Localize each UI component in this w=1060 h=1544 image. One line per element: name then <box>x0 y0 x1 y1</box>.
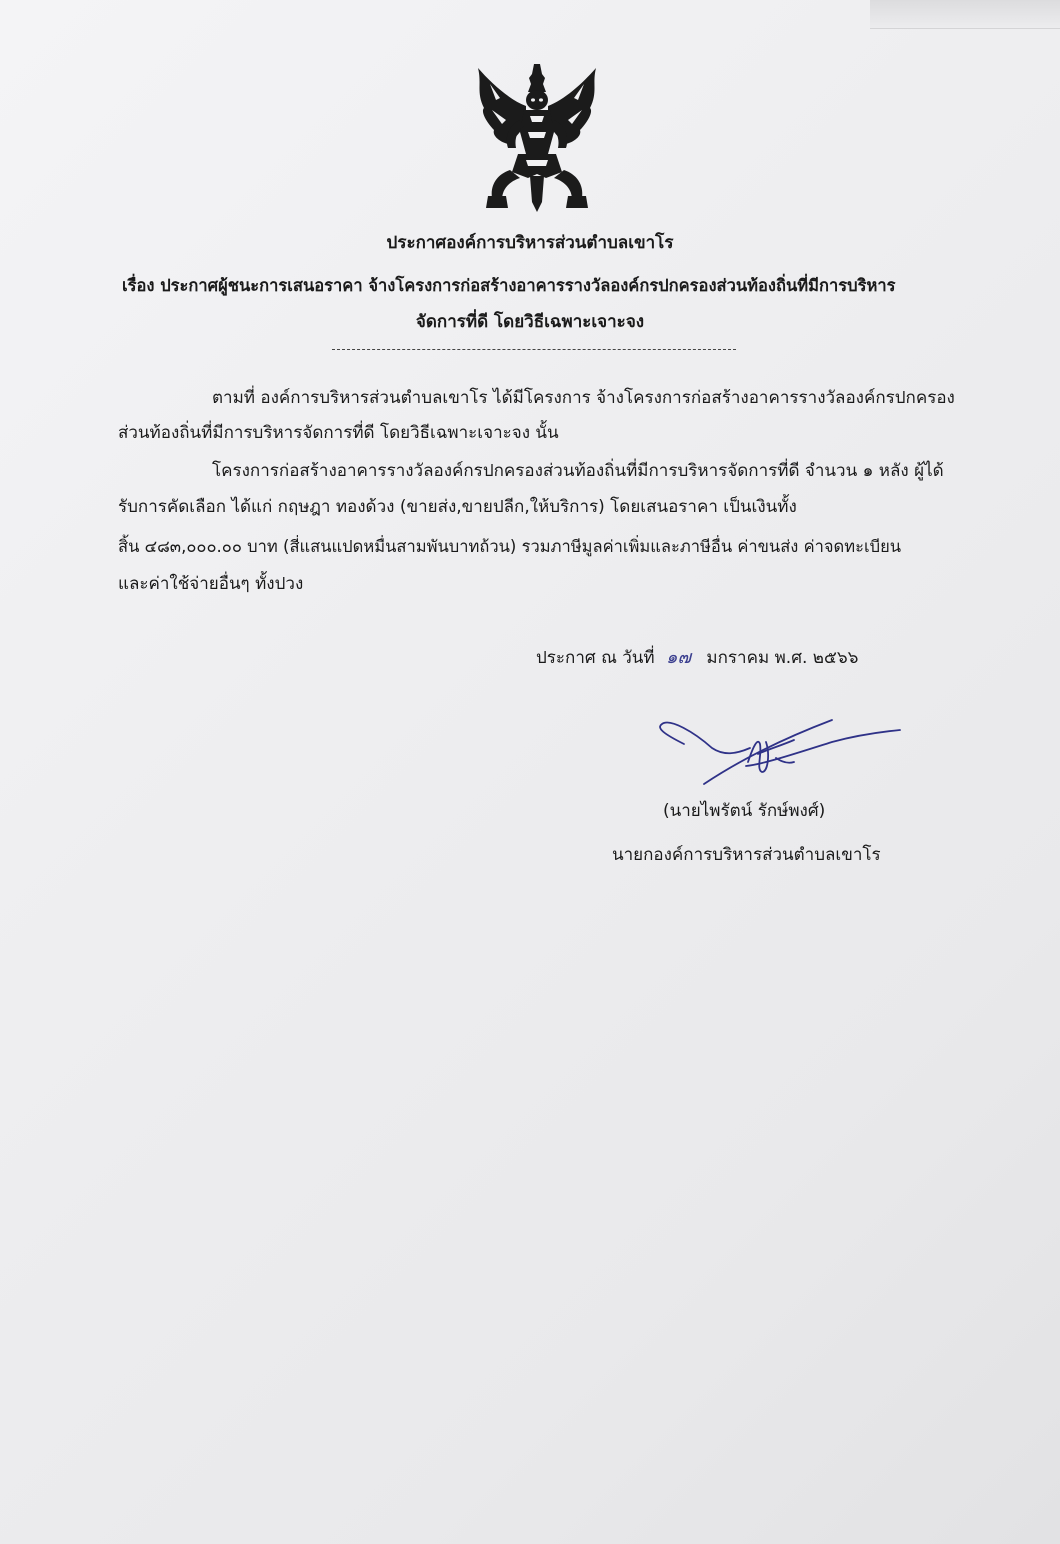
document-title: ประกาศองค์การบริหารส่วนตำบลเขาโร <box>386 233 674 253</box>
paragraph-2-line-1: โครงการก่อสร้างอาคารรางวัลองค์กรปกครองส่วนท้องถิ่นที่มีการบริหารจัดการที่ดี จำนวน ๑ หลัง ผู้ได้ <box>212 461 944 481</box>
paragraph-2-line-2: รับการคัดเลือก ได้แก่ กฤษฎา ทองด้วง (ขายส่ง,ขายปลีก,ให้บริการ) โดยเสนอราคา เป็นเงินทั้ง <box>118 497 797 517</box>
date-line <box>536 646 858 670</box>
garuda-emblem-icon <box>470 62 604 214</box>
date-suffix: มกราคม พ.ศ. ๒๕๖๖ <box>706 648 859 668</box>
date-day-handwritten: ๑๗ <box>666 647 692 668</box>
paragraph-1-line-2: ส่วนท้องถิ่นที่มีการบริหารจัดการที่ดี โดยวิธีเฉพาะเจาะจง นั้น <box>118 423 559 443</box>
separator-rule <box>332 349 736 350</box>
subject-line-1: เรื่อง ประกาศผู้ชนะการเสนอราคา จ้างโครงการก่อสร้างอาคารรางวัลองค์กรปกครองส่วนท้องถิ่นที่มีการบริหาร <box>122 276 896 295</box>
paper-edge <box>870 0 1060 29</box>
handwritten-signature <box>654 714 904 794</box>
paragraph-2-line-4: และค่าใช้จ่ายอื่นๆ ทั้งปวง <box>118 574 304 594</box>
paragraph-1-line-1: ตามที่ องค์การบริหารส่วนตำบลเขาโร ได้มีโครงการ จ้างโครงการก่อสร้างอาคารรางวัลองค์กรปกครอง <box>212 388 955 408</box>
signer-position: นายกองค์การบริหารส่วนตำบลเขาโร <box>612 845 881 865</box>
signer-name: (นายไพรัตน์ รักษ์พงศ์) <box>663 801 826 821</box>
paragraph-2-line-3: สิ้น ๔๘๓,๐๐๐.๐๐ บาท (สี่แสนแปดหมื่นสามพันบาทถ้วน) รวมภาษีมูลค่าเพิ่มและภาษีอื่น ค่าขนส่ง ค่าจดทะเบียน <box>118 537 902 556</box>
date-prefix: ประกาศ ณ วันที่ <box>536 648 655 668</box>
subject-line-2: จัดการที่ดี โดยวิธีเฉพาะเจาะจง <box>415 312 645 332</box>
